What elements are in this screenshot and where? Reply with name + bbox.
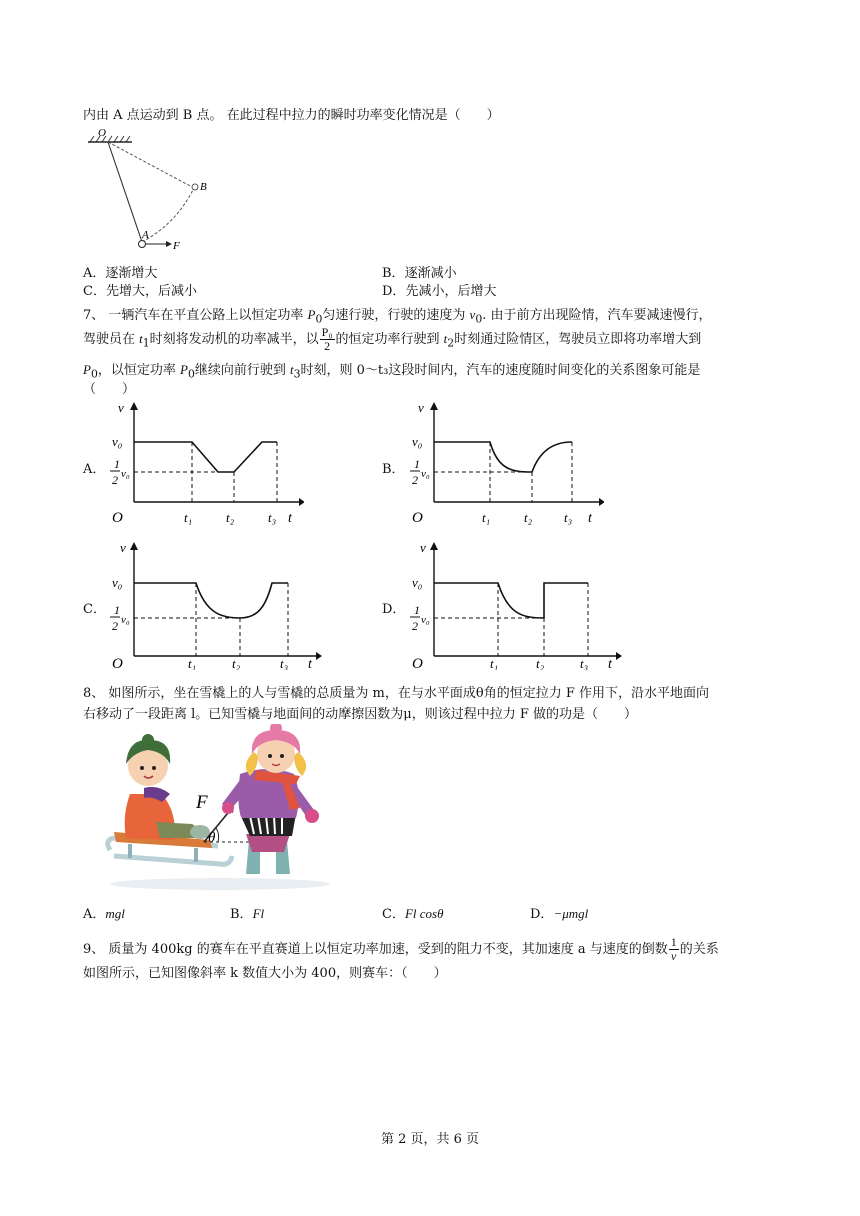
svg-text:t₂: t₂ — [226, 510, 235, 525]
svg-text:O: O — [112, 656, 123, 670]
q7-option-a[interactable]: A． — [83, 462, 106, 477]
page-footer: 第 2 页，共 6 页 — [380, 1132, 480, 1147]
svg-text:1: 1 — [414, 457, 420, 471]
q7-line-4: （ ） — [83, 382, 136, 397]
svg-text:v₀: v₀ — [412, 434, 423, 449]
q6-pendulum-figure — [84, 124, 224, 254]
q6-option-c[interactable]: C．先增大，后减小 — [83, 284, 197, 299]
svg-text:t₂: t₂ — [524, 510, 533, 525]
q7-graph-b — [404, 398, 604, 530]
svg-text:t₃: t₃ — [268, 510, 277, 525]
q7-option-c[interactable]: C． — [83, 602, 106, 617]
svg-text:O: O — [412, 656, 423, 670]
svg-text:2: 2 — [412, 473, 418, 487]
svg-text:t: t — [288, 511, 292, 526]
q9-number: 9、 — [83, 942, 105, 957]
q6-label-b: B — [200, 181, 207, 193]
q9-fraction: $\frac{1}{v}$ — [670, 935, 677, 963]
q8-option-b[interactable]: B．Fl — [230, 906, 265, 922]
svg-text:t: t — [308, 657, 312, 670]
svg-text:t₃: t₃ — [564, 510, 573, 525]
q8-line-1: 8、 如图所示，坐在雪橇上的人与雪橇的总质量为 m，在与水平面成θ角的恒定拉力 F 作用下，沿水平地面向 — [83, 686, 709, 701]
svg-text:1: 1 — [114, 603, 120, 617]
q8-label-theta: θ — [208, 830, 216, 846]
q7-option-b[interactable]: B． — [382, 462, 405, 477]
svg-text:v: v — [418, 400, 424, 415]
svg-text:O: O — [112, 510, 123, 526]
svg-text:1: 1 — [414, 603, 420, 617]
q8-sled-illustration — [100, 724, 345, 894]
q7-fraction: $\frac{\text{P₀}}{2}$ — [321, 325, 333, 353]
q8-label-f: F — [196, 792, 208, 813]
svg-text:t₁: t₁ — [184, 510, 193, 525]
q9-line-1: 9、 质量为 400kg 的赛车在平直赛道上以恒定功率加速，受到的阻力不变，其加速度 a 与速度的倒数 $\frac{1}{v}$ 的关系 — [83, 935, 719, 963]
svg-text:1: 1 — [114, 457, 120, 471]
q6-label-o: O — [98, 127, 106, 139]
svg-text:t: t — [588, 511, 592, 526]
svg-text:t: t — [608, 657, 612, 670]
q6-option-a[interactable]: A．逐渐增大 — [83, 266, 158, 281]
q8-line-2: 右移动了一段距离 l。已知雪橇与地面间的动摩擦因数为μ，则该过程中拉力 F 做的功是（ ） — [83, 707, 638, 722]
svg-text:O: O — [412, 510, 423, 526]
svg-text:v₀: v₀ — [121, 468, 130, 480]
q7-line-3: $P_0$，以恒定功率 $P_0$继续向前行驶到 $t_3$时刻，则 0～t₃这段时间内，汽车的速度随时间变化的关系图象可能是 — [83, 362, 701, 381]
q6-option-b[interactable]: B．逐渐减小 — [382, 266, 457, 281]
svg-text:t₃: t₃ — [280, 656, 289, 670]
svg-text:v₀: v₀ — [112, 575, 123, 590]
svg-text:t₂: t₂ — [536, 656, 545, 670]
q9-line-2: 如图所示，已知图像斜率 k 数值大小为 400，则赛车：（ ） — [83, 966, 447, 981]
q6-label-f: F — [173, 240, 180, 252]
q7-line-2: 驾驶员在 $t_1$时刻将发动机的功率减半，以 $\frac{\text{P₀}}{2}$ 的恒定功率行驶到 $t_2$时刻通过险情区，驾驶员立即将功率增大到 — [83, 325, 702, 353]
svg-text:v: v — [420, 540, 426, 555]
svg-text:t₁: t₁ — [188, 656, 197, 670]
q7-graph-a — [104, 398, 304, 530]
svg-text:v₀: v₀ — [421, 614, 430, 626]
svg-text:v₀: v₀ — [112, 434, 123, 449]
svg-text:v: v — [118, 400, 124, 415]
q8-option-c[interactable]: C．Fl cosθ — [382, 906, 444, 922]
q7-line-1: 7、 一辆汽车在平直公路上以恒定功率 $P_0$匀速行驶，行驶的速度为 $v_0$. 由于前方出现险情，汽车要减速慢行， — [83, 307, 712, 326]
q6-option-d[interactable]: D．先减小，后增大 — [382, 284, 497, 299]
q7-graph-d — [404, 538, 624, 670]
q8-number: 8、 — [83, 686, 105, 701]
q7-graph-c — [104, 538, 324, 670]
svg-text:t₁: t₁ — [490, 656, 499, 670]
svg-text:2: 2 — [412, 619, 418, 633]
q6-label-a: A — [142, 229, 149, 241]
svg-text:2: 2 — [112, 473, 118, 487]
svg-text:v₀: v₀ — [121, 614, 130, 626]
q7-option-d[interactable]: D． — [382, 602, 406, 617]
q8-option-d[interactable]: D．−μmgl — [530, 906, 589, 922]
svg-text:v₀: v₀ — [412, 575, 423, 590]
svg-text:t₁: t₁ — [482, 510, 491, 525]
svg-text:t₃: t₃ — [580, 656, 589, 670]
svg-text:v₀: v₀ — [421, 468, 430, 480]
q8-option-a[interactable]: A．mgl — [83, 906, 125, 922]
q7-number: 7、 — [83, 308, 105, 323]
svg-text:2: 2 — [112, 619, 118, 633]
svg-text:v: v — [120, 540, 126, 555]
q6-stem-tail: 内由 A 点运动到 B 点。 在此过程中拉力的瞬时功率变化情况是（ ） — [83, 108, 500, 123]
svg-text:t₂: t₂ — [232, 656, 241, 670]
